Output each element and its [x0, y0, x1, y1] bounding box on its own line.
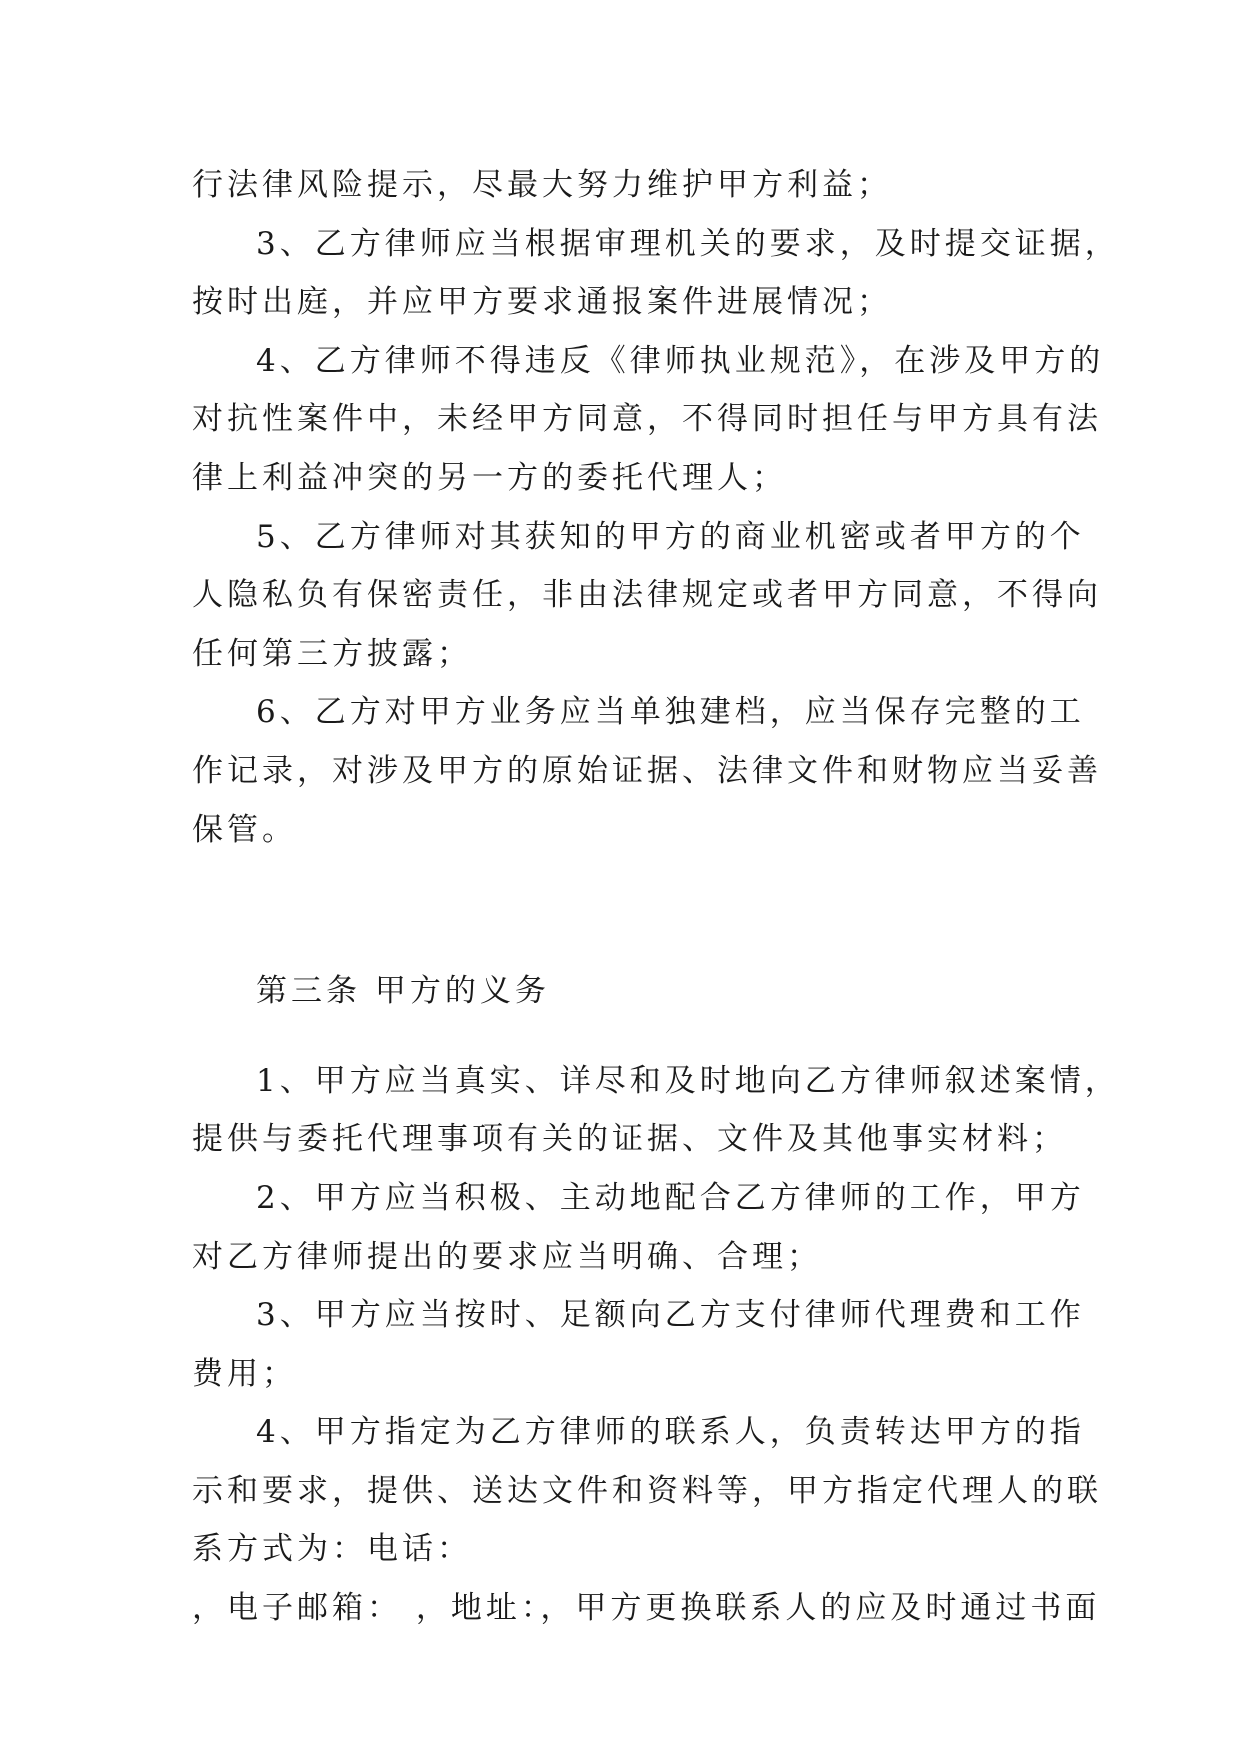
text-line: 人隐私负有保密责任，非由法律规定或者甲方同意，不得向	[192, 577, 1102, 614]
text-line: 费用；	[192, 1355, 297, 1392]
text-line: 1、甲方应当真实、详尽和及时地向乙方律师叙述案情，	[256, 1062, 1120, 1099]
text-line: 任何第三方披露；	[192, 635, 472, 672]
text-line: 3、甲方应当按时、足额向乙方支付律师代理费和工作	[256, 1297, 1085, 1334]
text-line: 按时出庭，并应甲方要求通报案件进展情况；	[192, 284, 892, 321]
text-line: 系方式为：电话：	[192, 1531, 472, 1568]
text-line: 2、甲方应当积极、主动地配合乙方律师的工作，甲方	[256, 1179, 1085, 1216]
text-line: 作记录，对涉及甲方的原始证据、法律文件和财物应当妥善	[192, 752, 1102, 789]
text-line: 保管。	[192, 811, 297, 848]
text-line: 5、乙方律师对其获知的甲方的商业机密或者甲方的个	[256, 518, 1085, 555]
text-line: ，电子邮箱： ，地址：，甲方更换联系人的应及时通过书面	[192, 1590, 1101, 1627]
text-line: 6、乙方对甲方业务应当单独建档，应当保存完整的工	[256, 694, 1085, 731]
text-line: 示和要求，提供、送达文件和资料等，甲方指定代理人的联	[192, 1472, 1102, 1509]
text-line: 对抗性案件中，未经甲方同意，不得同时担任与甲方具有法	[192, 401, 1102, 438]
text-line: 提供与委托代理事项有关的证据、文件及其他事实材料；	[192, 1121, 1067, 1158]
text-line: 律上利益冲突的另一方的委托代理人；	[192, 459, 787, 496]
document-body	[192, 156, 1120, 1638]
text-line: 4、甲方指定为乙方律师的联系人，负责转达甲方的指	[256, 1414, 1085, 1451]
section-gap	[192, 859, 1062, 931]
text-line: 对乙方律师提出的要求应当明确、合理；	[192, 1238, 822, 1275]
section-heading: 第三条 甲方的义务	[256, 973, 550, 1010]
text-line: 4、乙方律师不得违反《律师执业规范》，在涉及甲方的	[256, 342, 1105, 379]
text-line: 3、乙方律师应当根据审理机关的要求，及时提交证据，	[256, 225, 1120, 262]
text-line: 行法律风险提示，尽最大努力维护甲方利益；	[192, 167, 892, 203]
